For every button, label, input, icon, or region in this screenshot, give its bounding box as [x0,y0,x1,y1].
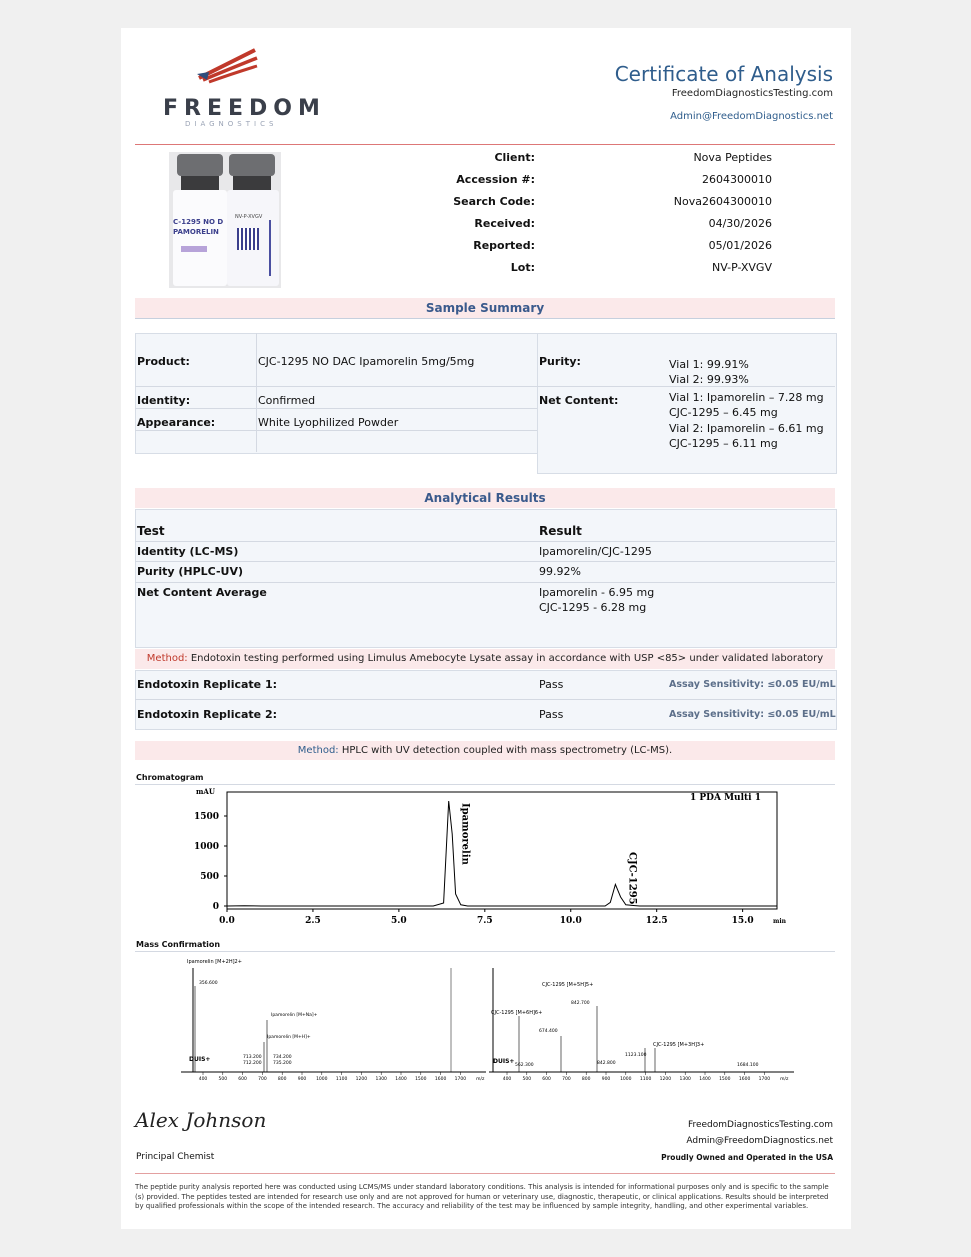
signature: Alex Johnson [135,1108,267,1132]
peak-label: 1123.100 [625,1053,647,1058]
peak-label: 356.600 [199,981,218,986]
endotoxin-row-result: Pass [539,708,564,721]
purity-vial1: Vial 1: 99.91% [669,358,749,371]
search-code-value: Nova2604300010 [673,195,772,208]
header-divider [135,144,835,145]
purity-label: Purity: [539,355,581,368]
footer-owned-statement: Proudly Owned and Operated in the USA [661,1153,833,1162]
peak-label: Ipamorelin [M+2H]2+ [187,959,242,965]
endotoxin-method-note [135,649,835,669]
lot-value: NV-P-XVGV [711,261,772,274]
purity-vial2: Vial 2: 99.93% [669,373,749,386]
mz-tick-label: 900 [297,1077,307,1082]
footer-email[interactable]: Admin@FreedomDiagnostics.net [686,1136,833,1146]
endotoxin-row-sensitivity: Assay Sensitivity: ≤0.05 EU/mL [669,709,836,720]
endotoxin-row-sensitivity: Assay Sensitivity: ≤0.05 EU/mL [669,679,836,690]
mz-tick-label: 700 [258,1077,267,1082]
mz-tick-label: 400 [502,1077,512,1082]
vial-photo [169,152,281,288]
signer-role: Principal Chemist [136,1152,215,1162]
peak-label: 1684.100 [737,1063,759,1068]
search-code-label: Search Code: [453,195,535,208]
peak-label-ipamorelin: Ipamorelin [459,803,471,865]
x-tick-label: 2.5 [305,916,321,926]
table-row-result: Ipamorelin/CJC-1295 [539,545,652,558]
mz-tick-label: 1700 [758,1077,771,1082]
x-tick-label: 0.0 [219,916,235,926]
mz-tick-label: 1300 [679,1077,691,1082]
test-column-header: Test [137,524,165,538]
method-text: HPLC with UV detection coupled with mass spectrometry (LC-MS). [341,745,673,756]
mz-tick-label: 500 [522,1077,532,1082]
peak-label: 735.200 [273,1061,292,1066]
analytical-results-heading: Analytical Results [135,488,835,508]
certificate-page [121,28,851,1229]
mass-spectrum-cjc1295 [489,956,799,1084]
channel-label: 1 PDA Multi 1 [690,793,761,803]
disclaimer-text: The peptide purity analysis reported here was conducted using LCMS/MS under standard laboratory conditions. This analysis is intended for informational purposes only and is specific to the sample (s) provided. The peptides tested are intended for research use only and are not approved for human or veterinary use, diagnostic, therapeutic, or clinical applications. Results should be interpreted by qualified professionals within the scope of the intended research. The accuracy and reliability of the test may be influenced by sample integrity, handling, and other experimental variables. [135,1183,829,1210]
peak-label: CJC-1295 [M+6H]6+ [491,1010,543,1016]
net-content-line3: Vial 2: Ipamorelin – 6.61 mg [669,422,824,435]
mz-tick-label: 1200 [659,1077,672,1082]
table-row-test: Identity (LC-MS) [137,545,239,558]
x-tick-label: 5.0 [391,916,407,926]
table-row-result: 99.92% [539,565,581,578]
peak-label: 713.200 [243,1055,262,1060]
mz-tick-label: 1500 [719,1077,731,1082]
table-row-test: Net Content Average [137,586,267,599]
mz-tick-label: 600 [542,1077,551,1082]
mz-tick-label: 1100 [639,1077,652,1082]
product-label: Product: [137,355,190,368]
mz-tick-label: 1500 [415,1077,427,1082]
received-label: Received: [474,217,535,230]
client-value: Nova Peptides [693,151,772,164]
mass-confirmation-heading: Mass Confirmation [136,940,221,949]
mass-spectrum-ipamorelin [181,956,491,1084]
x-tick-label: 7.5 [476,916,493,926]
mz-tick-label: 1400 [699,1077,711,1082]
table-row-result: Ipamorelin - 6.95 mg [539,586,655,599]
peak-label: 842.700 [571,1001,590,1006]
mz-tick-label: 1700 [454,1077,467,1082]
product-value: CJC-1295 NO DAC Ipamorelin 5mg/5mg [258,355,475,368]
footer-website[interactable]: FreedomDiagnosticsTesting.com [687,1120,833,1130]
table-row-test: Purity (HPLC-UV) [137,565,244,578]
mz-tick-label: 400 [198,1077,208,1082]
mz-tick-label: 1300 [375,1077,387,1082]
x-tick-label: 15.0 [731,916,754,926]
logo-name: FREEDOM [163,96,326,121]
client-label: Client: [494,151,535,164]
peak-label: CJC-1295 [M+3H]3+ [653,1042,705,1048]
appearance-label: Appearance: [137,416,216,429]
peak-label: 842.800 [597,1061,616,1066]
mz-tick-label: 1400 [395,1077,407,1082]
result-column-header: Result [539,524,582,538]
vial1-label-line1: C-1295 NO D [173,218,224,226]
x-tick-label: 10.0 [559,916,582,926]
method-label: Method: [297,745,339,756]
net-content-line2: CJC-1295 – 6.45 mg [669,406,778,419]
mz-tick-label: m/z [476,1077,485,1082]
mz-tick-label: 900 [601,1077,611,1082]
ion-mode-label: DUIS+ [493,1058,515,1065]
chromatogram-chart [165,786,805,936]
peak-label: 674.400 [539,1029,558,1034]
peak-label: Ipamorelin [M+H]+ [267,1035,311,1040]
accession-label: Accession #: [456,173,535,186]
x-unit-label: min [773,918,786,925]
peak-label: 734.200 [273,1055,292,1060]
mz-tick-label: 500 [218,1077,228,1082]
peak-label: CJC-1295 [M+5H]5+ [542,982,594,988]
mz-tick-label: 700 [562,1077,571,1082]
accession-value: 2604300010 [702,173,772,186]
peak-label-cjc1295: CJC-1295 [626,852,638,905]
mz-tick-label: m/z [780,1077,789,1082]
y-tick-label: 500 [200,872,219,882]
mz-tick-label: 600 [238,1077,247,1082]
peak-label: Ipamorelin [M+Na]+ [271,1013,318,1018]
appearance-value: White Lyophilized Powder [258,416,399,429]
identity-value: Confirmed [258,394,316,407]
endotoxin-row-label: Endotoxin Replicate 2: [137,708,278,721]
mz-tick-label: 1000 [316,1077,328,1082]
chromatogram-trace [227,801,777,906]
peak-label: 712.200 [243,1061,262,1066]
page-title: Certificate of Analysis [614,62,833,86]
received-value: 04/30/2026 [708,217,772,230]
mz-tick-label: 800 [581,1077,591,1082]
summary-left-panel [135,333,539,454]
qr-code-icon [237,228,259,250]
endotoxin-row-label: Endotoxin Replicate 1: [137,678,278,691]
mz-tick-label: 1600 [434,1077,447,1082]
mz-tick-label: 1000 [620,1077,632,1082]
identity-label: Identity: [137,394,191,407]
header-email[interactable]: Admin@FreedomDiagnostics.net [670,111,833,122]
peak-label: 562.300 [515,1063,534,1068]
x-tick-label: 12.5 [645,916,668,926]
hplc-method-note [135,741,835,760]
mz-tick-label: 1100 [335,1077,348,1082]
analytical-panel [135,509,837,648]
y-tick-label: 1500 [193,812,219,822]
logo-subtitle: DIAGNOSTICS [185,120,278,128]
mz-tick-label: 1600 [738,1077,751,1082]
chromatogram-heading: Chromatogram [136,773,204,782]
endotoxin-row-result: Pass [539,678,564,691]
header-website[interactable]: FreedomDiagnosticsTesting.com [671,88,833,99]
net-content-label: Net Content: [539,394,619,407]
method-label: Method: [146,653,188,664]
mz-tick-label: 800 [277,1077,287,1082]
flag-swoosh-logo-icon [193,48,263,84]
ion-mode-label: DUIS+ [189,1056,211,1063]
reported-label: Reported: [473,239,535,252]
net-content-line1: Vial 1: Ipamorelin – 7.28 mg [669,391,824,404]
y-tick-label: 0 [212,902,219,912]
mz-tick-label: 1200 [355,1077,368,1082]
net-content-line4: CJC-1295 – 6.11 mg [669,437,778,450]
sample-summary-heading: Sample Summary [135,298,835,318]
y-tick-label: 1000 [193,842,219,852]
y-unit-label: mAU [196,787,215,796]
table-row-result-line2: CJC-1295 - 6.28 mg [539,601,647,614]
plot-frame [227,792,777,909]
vial2-code: NV-P-XVGV [235,214,263,220]
method-text: Endotoxin testing performed using Limulus Amebocyte Lysate assay in accordance with USP <85> under validated laboratory [190,653,824,664]
reported-value: 05/01/2026 [708,239,772,252]
vial1-label-line2: PAMORELIN [173,228,219,236]
lot-label: Lot: [510,261,535,274]
